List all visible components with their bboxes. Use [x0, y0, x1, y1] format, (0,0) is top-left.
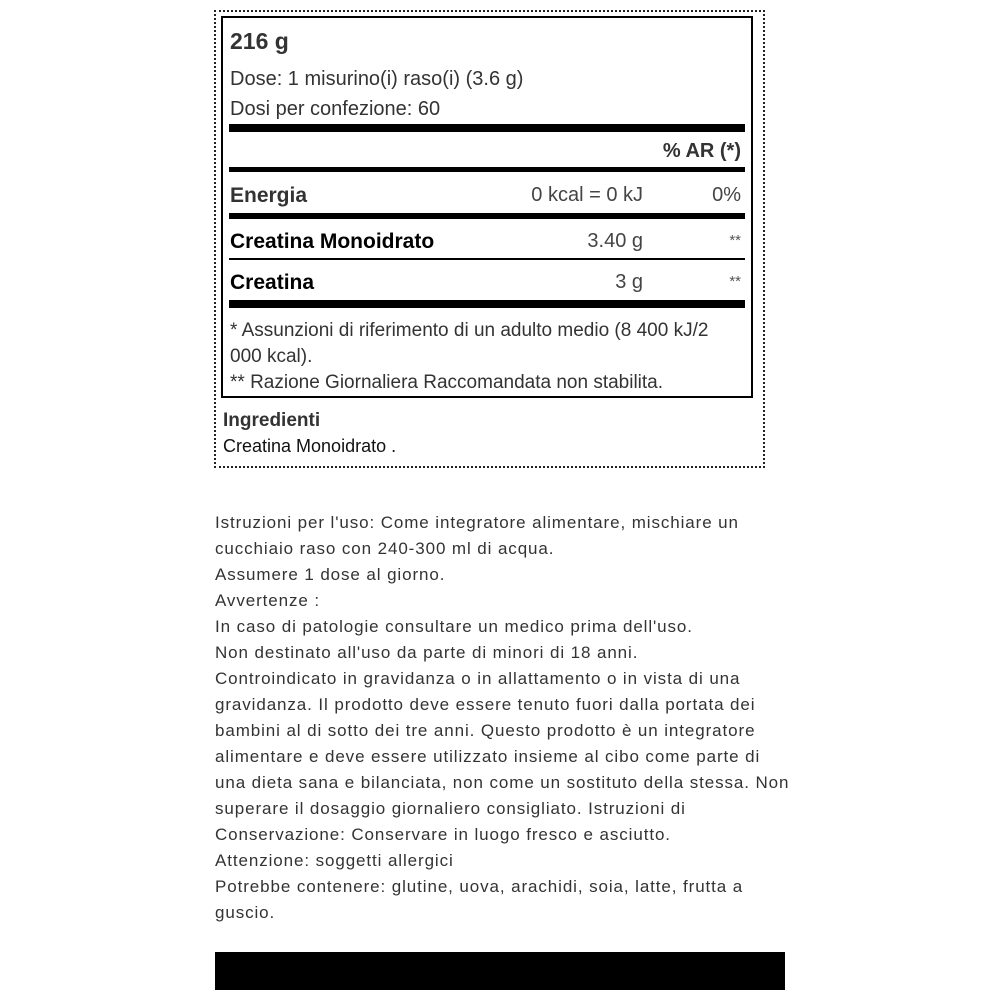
nutrient-value-energia: 0 kcal = 0 kJ [531, 184, 643, 206]
nutrient-percent-creatina-monoidrato: ** [729, 232, 741, 249]
instructions-line: Controindicato in gravidanza o in allattamento o in vista di una gravidanza. Il prodotto deve essere tenuto fuori dalla portata dei bambini al di sotto dei tre anni. Questo prodotto è un integratore alimentare e deve essere utilizzato insieme al cibo come parte di una dieta sana e bilanciata, non come un sostituto della stessa. Non superare il dosaggio giornaliero consigliato. Istruzioni di Conservazione: Conservare in luogo fresco e asciutto. [215, 669, 790, 844]
footnote-rda: ** Razione Giornaliera Raccomandata non stabilita. [230, 372, 664, 393]
footnote-reference-intake: * Assunzioni di riferimento di un adulto medio (8 400 kJ/2 000 kcal). [230, 320, 709, 367]
nutrition-facts-label [221, 16, 753, 398]
net-weight: 216 g [230, 28, 289, 54]
instructions-line: In caso di patologie consultare un medico prima dell'uso. [215, 617, 693, 636]
usage-instructions [215, 510, 790, 926]
allergen-warning: Attenzione: soggetti allergici [215, 851, 454, 870]
divider-thick [229, 124, 745, 132]
instructions-line: Non destinato all'uso da parte di minori di 18 anni. [215, 643, 639, 662]
footnotes [230, 318, 740, 396]
ingredients-text: Creatina Monoidrato . [223, 436, 397, 456]
instructions-line: Istruzioni per l'uso: Come integratore alimentare, mischiare un cucchiaio raso con 240-300 ml di acqua. [215, 513, 739, 558]
serving-dose: Dose: 1 misurino(i) raso(i) (3.6 g) [230, 68, 524, 90]
black-footer-bar [215, 952, 785, 990]
ingredients-title: Ingredienti [223, 410, 321, 431]
allergen-list: Potrebbe contenere: glutine, uova, arachidi, soia, latte, frutta a guscio. [215, 877, 744, 922]
nutrient-name-energia: Energia [230, 184, 308, 207]
nutrient-percent-creatina: ** [729, 273, 741, 290]
nutrient-name-creatina-monoidrato: Creatina Monoidrato [230, 230, 435, 253]
divider-thick [229, 300, 745, 308]
nutrient-value-creatina-monoidrato: 3.40 g [587, 230, 643, 252]
divider-thick [229, 213, 745, 219]
ar-column-header: % AR (*) [662, 140, 741, 162]
divider-thick [229, 167, 745, 172]
nutrient-percent-energia: 0% [712, 184, 741, 206]
product-info-panel [214, 10, 765, 468]
doses-per-pack: Dosi per confezione: 60 [230, 98, 441, 120]
nutrient-name-creatina: Creatina [230, 271, 315, 294]
nutrient-value-creatina: 3 g [615, 271, 643, 293]
divider-thin [229, 258, 745, 260]
instructions-line: Assumere 1 dose al giorno. [215, 565, 446, 584]
warnings-heading: Avvertenze : [215, 591, 320, 610]
